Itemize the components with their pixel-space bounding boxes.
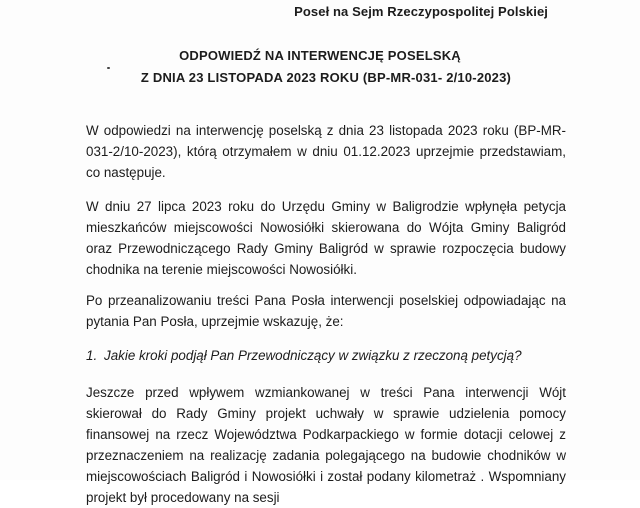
- document-title: ODPOWIEDŹ NA INTERWENCJĘ POSELSKĄ: [179, 48, 461, 63]
- document-subtitle: Z DNIA 23 LISTOPADA 2023 ROKU (BP-MR-031- 2/10-2023): [140, 70, 512, 85]
- paragraph-intro: W odpowiedzi na interwencję poselską z dnia 23 listopada 2023 roku (BP-MR-031-2/10-2023), którą otrzymałem w dniu 01.12.2023 uprzejmie przedstawiam, co następuje.: [86, 123, 566, 180]
- question-number: 1.: [86, 348, 98, 363]
- paragraph-answer: Jeszcze przed wpływem wzmiankowanej w treści Pana interwencji Wójt skierował do Rady Gminy projekt uchwały w sprawie udzielenia pomocy finansowej na rzecz Województwa Podkarpackiego w formie dotacji celowej z przeznaczeniem na realizację zadania polegającego na budowie chodników w miejscowościach Baligród i Nowosiółki i został podany kilometraż . Wspomniany projekt był procedowany na sesji: [86, 385, 566, 505]
- scan-speck: [107, 67, 110, 69]
- paragraph-petition: W dniu 27 lipca 2023 roku do Urzędu Gminy w Baligrodzie wpłynęła petycja mieszkańców miejscowości Nowosiółki skierowana do Wójta Gminy Baligród oraz Przewodniczącego Rady Gminy Baligród w sprawie rozpoczęcia budowy chodnika na terenie miejscowości Nowosiółki.: [86, 199, 566, 277]
- question-text: Jakie kroki podjął Pan Przewodniczący w związku z rzeczoną petycją?: [104, 348, 522, 363]
- paragraph-analysis: Po przeanalizowaniu treści Pana Posła interwencji poselskiej odpowiadając na pytania Pan Posła, uprzejmie wskazuję, że:: [86, 293, 566, 329]
- question-1: [86, 345, 566, 366]
- author-line: Poseł na Sejm Rzeczypospolitej Polskiej: [294, 4, 548, 19]
